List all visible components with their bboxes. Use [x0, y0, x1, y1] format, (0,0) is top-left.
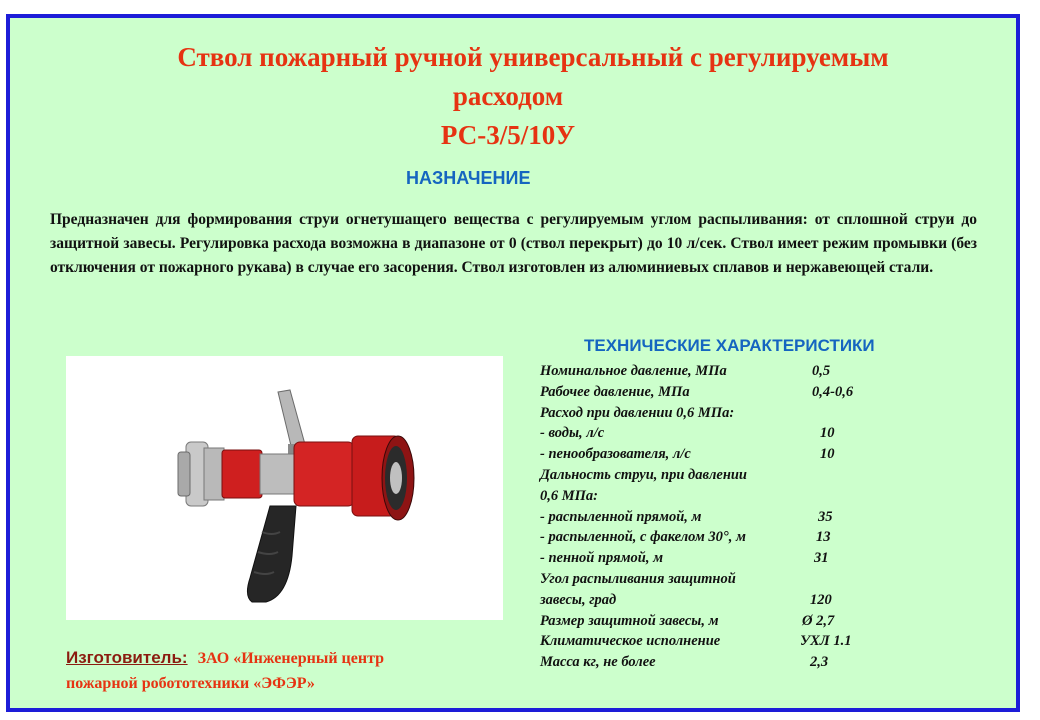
spec-label: Масса кг, не более — [540, 654, 656, 671]
spec-row-cone-spray — [540, 527, 960, 548]
spec-value: УХЛ 1.1 — [800, 633, 852, 650]
spec-label: Угол распыливания защитной — [540, 570, 736, 587]
spec-value: 2,3 — [810, 654, 829, 671]
spec-value: 0,4-0,6 — [812, 383, 854, 400]
spec-row-curtain-angle — [540, 590, 960, 611]
spec-value: 0,5 — [812, 363, 831, 379]
slide-panel — [6, 14, 1020, 712]
spec-value: 31 — [814, 550, 829, 567]
spec-row-range-heading — [540, 465, 960, 486]
spec-row-straight-spray — [540, 507, 960, 528]
spec-value: 10 — [820, 446, 835, 463]
spec-label: - пенообразователя, л/с — [540, 446, 691, 463]
spec-value: 35 — [818, 508, 833, 525]
spec-row-range-pressure — [540, 486, 960, 507]
spec-row-foam-straight — [540, 548, 960, 569]
spec-value: 10 — [820, 425, 835, 442]
spec-row-mass — [540, 652, 960, 673]
spec-label: - распыленной, с факелом 30°, м — [540, 529, 746, 546]
spec-label: 0,6 МПа: — [540, 487, 598, 504]
specs-heading: ТЕХНИЧЕСКИЕ ХАРАКТЕРИСТИКИ — [584, 336, 875, 355]
title-line-2: расходом — [452, 81, 564, 111]
spec-label: Дальность струи, при давлении — [540, 466, 747, 483]
manufacturer-block — [66, 645, 486, 696]
spec-label: Номинальное давление, МПа — [540, 363, 727, 379]
manufacturer-label: Изготовитель: — [66, 648, 188, 667]
spec-row-foam-flow — [540, 444, 960, 465]
spec-label: - пенной прямой, м — [540, 550, 664, 567]
spec-row-water-flow — [540, 423, 960, 444]
spec-value: 13 — [816, 529, 831, 546]
spec-row-curtain-size — [540, 611, 960, 632]
spec-row-flow-heading — [540, 403, 960, 424]
spec-row-angle-heading — [540, 569, 960, 590]
spec-label: Размер защитной завесы, м — [540, 612, 719, 629]
spec-label: Расход при давлении 0,6 МПа: — [540, 404, 735, 421]
spec-value: Ø 2,7 — [802, 612, 835, 629]
spec-label: Рабочее давление, МПа — [540, 383, 690, 400]
spec-value: 120 — [810, 591, 832, 608]
page-title — [10, 38, 1016, 155]
spec-label: - воды, л/с — [540, 425, 605, 442]
purpose-heading: НАЗНАЧЕНИЕ — [406, 168, 531, 188]
spec-label: Климатическое исполнение — [540, 633, 721, 650]
spec-row-climate — [540, 631, 960, 652]
description-text: Предназначен для формирования струи огнетушащего вещества с регулируемым углом распыливания: от сплошной струи до защитной завесы. Регулировка расхода возможна в диапазоне от 0 (ствол перекрыт) до 10 л/сек. Ствол имеет режим промывки (без отключения от пожарного рукава) в случае его засорения. Ствол изготовлен из алюминиевых сплавов и нержавеющей стали. — [50, 211, 977, 276]
specs-list — [540, 361, 960, 673]
spec-label: завесы, град — [540, 591, 617, 608]
spec-label: - распыленной прямой, м — [540, 508, 702, 525]
title-model: РС-3/5/10У — [440, 120, 576, 150]
fire-nozzle-image — [66, 356, 503, 620]
manufacturer-name-line-1: ЗАО «Инженерный центр — [197, 650, 385, 667]
spec-row-nominal-pressure — [540, 361, 960, 382]
title-line-1: Ствол пожарный ручной универсальный с регулируемым — [177, 42, 889, 72]
product-photo — [66, 356, 503, 620]
manufacturer-name-line-2: пожарной робототехники «ЭФЭР» — [66, 675, 315, 692]
spec-row-working-pressure — [540, 382, 960, 403]
